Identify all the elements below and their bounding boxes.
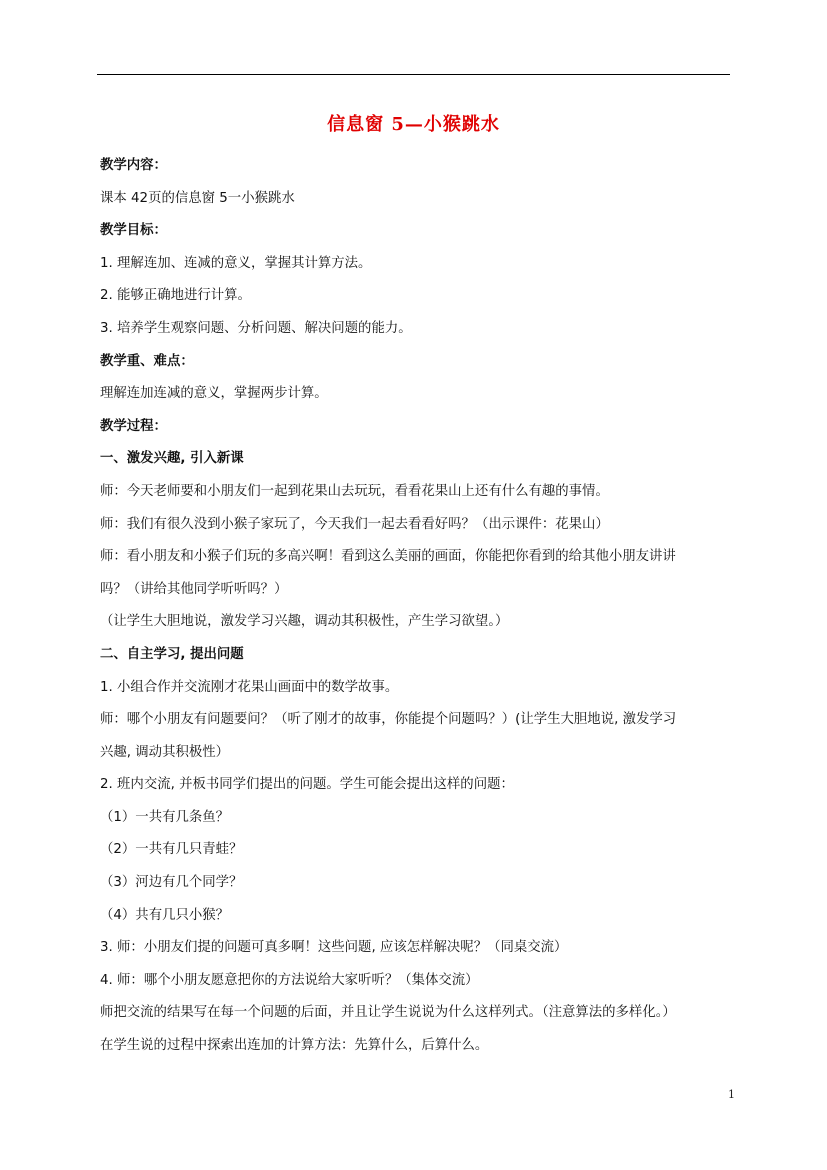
paragraph-line: （1）一共有几条鱼？ xyxy=(100,809,230,825)
paragraph-line: 4. 师：哪个小朋友愿意把你的方法说给大家听听？（集体交流） xyxy=(100,972,479,988)
paragraph-line: 师：看小朋友和小猴子们玩的多高兴啊！看到这么美丽的画面，你能把你看到的给其他小朋友讲讲 xyxy=(100,549,676,565)
section-heading: 一、激发兴趣, 引入新课 xyxy=(100,451,244,467)
page-number: 1 xyxy=(728,1088,735,1101)
paragraph-line: 师：我们有很久没到小猴子家玩了，今天我们一起去看看好吗？（出示课件：花果山） xyxy=(100,516,609,532)
paragraph-line: 师：今天老师要和小朋友们一起到花果山去玩玩，看看花果山上还有什么有趣的事情。 xyxy=(100,483,609,499)
paragraph-line: （让学生大胆地说，激发学习兴趣，调动其积极性，产生学习欲望。） xyxy=(100,614,509,630)
paragraph-line: 课本 42页的信息窗 5一小猴跳水 xyxy=(100,190,295,206)
paragraph-line: 3. 师：小朋友们提的问题可真多啊！这些问题, 应该怎样解决呢？（同桌交流） xyxy=(100,940,568,956)
paragraph-line: 吗？（讲给其他同学听听吗？） xyxy=(100,581,288,597)
paragraph-line: 在学生说的过程中探索出连加的计算方法：先算什么，后算什么。 xyxy=(100,1038,489,1054)
paragraph-line: （4）共有几只小猴？ xyxy=(100,907,230,923)
paragraph-line: 师：哪个小朋友有问题要问？（听了刚才的故事，你能提个问题吗？）(让学生大胆地说, 激发学习 xyxy=(100,712,677,728)
section-heading: 二、自主学习, 提出问题 xyxy=(100,646,244,662)
paragraph-line: 2. 班内交流, 并板书同学们提出的问题。学生可能会提出这样的问题： xyxy=(100,777,514,793)
header-rule xyxy=(97,74,730,75)
paragraph-line: 兴趣, 调动其积极性） xyxy=(100,744,230,760)
paragraph-line: 1. 小组合作并交流刚才花果山画面中的数学故事。 xyxy=(100,679,399,695)
section-heading: 教学重、难点： xyxy=(100,353,194,369)
paragraph-line: 理解连加连减的意义，掌握两步计算。 xyxy=(100,386,328,402)
paragraph-line: 3. 培养学生观察问题、分析问题、解决问题的能力。 xyxy=(100,320,412,336)
section-heading: 教学目标： xyxy=(100,223,167,239)
document-body xyxy=(100,150,740,1063)
paragraph-line: 2. 能够正确地进行计算。 xyxy=(100,288,251,304)
paragraph-line: （3）河边有几个同学？ xyxy=(100,875,243,891)
paragraph-line: 1. 理解连加、连减的意义，掌握其计算方法。 xyxy=(100,255,372,271)
paragraph-line: 师把交流的结果写在每一个问题的后面，并且让学生说说为什么这样列式。（注意算法的多样化。） xyxy=(100,1005,676,1021)
document-title: 信息窗 5—小猴跳水 xyxy=(327,114,500,135)
section-heading: 教学过程： xyxy=(100,418,167,434)
section-heading: 教学内容： xyxy=(100,158,167,173)
paragraph-line: （2）一共有几只青蛙？ xyxy=(100,842,243,858)
